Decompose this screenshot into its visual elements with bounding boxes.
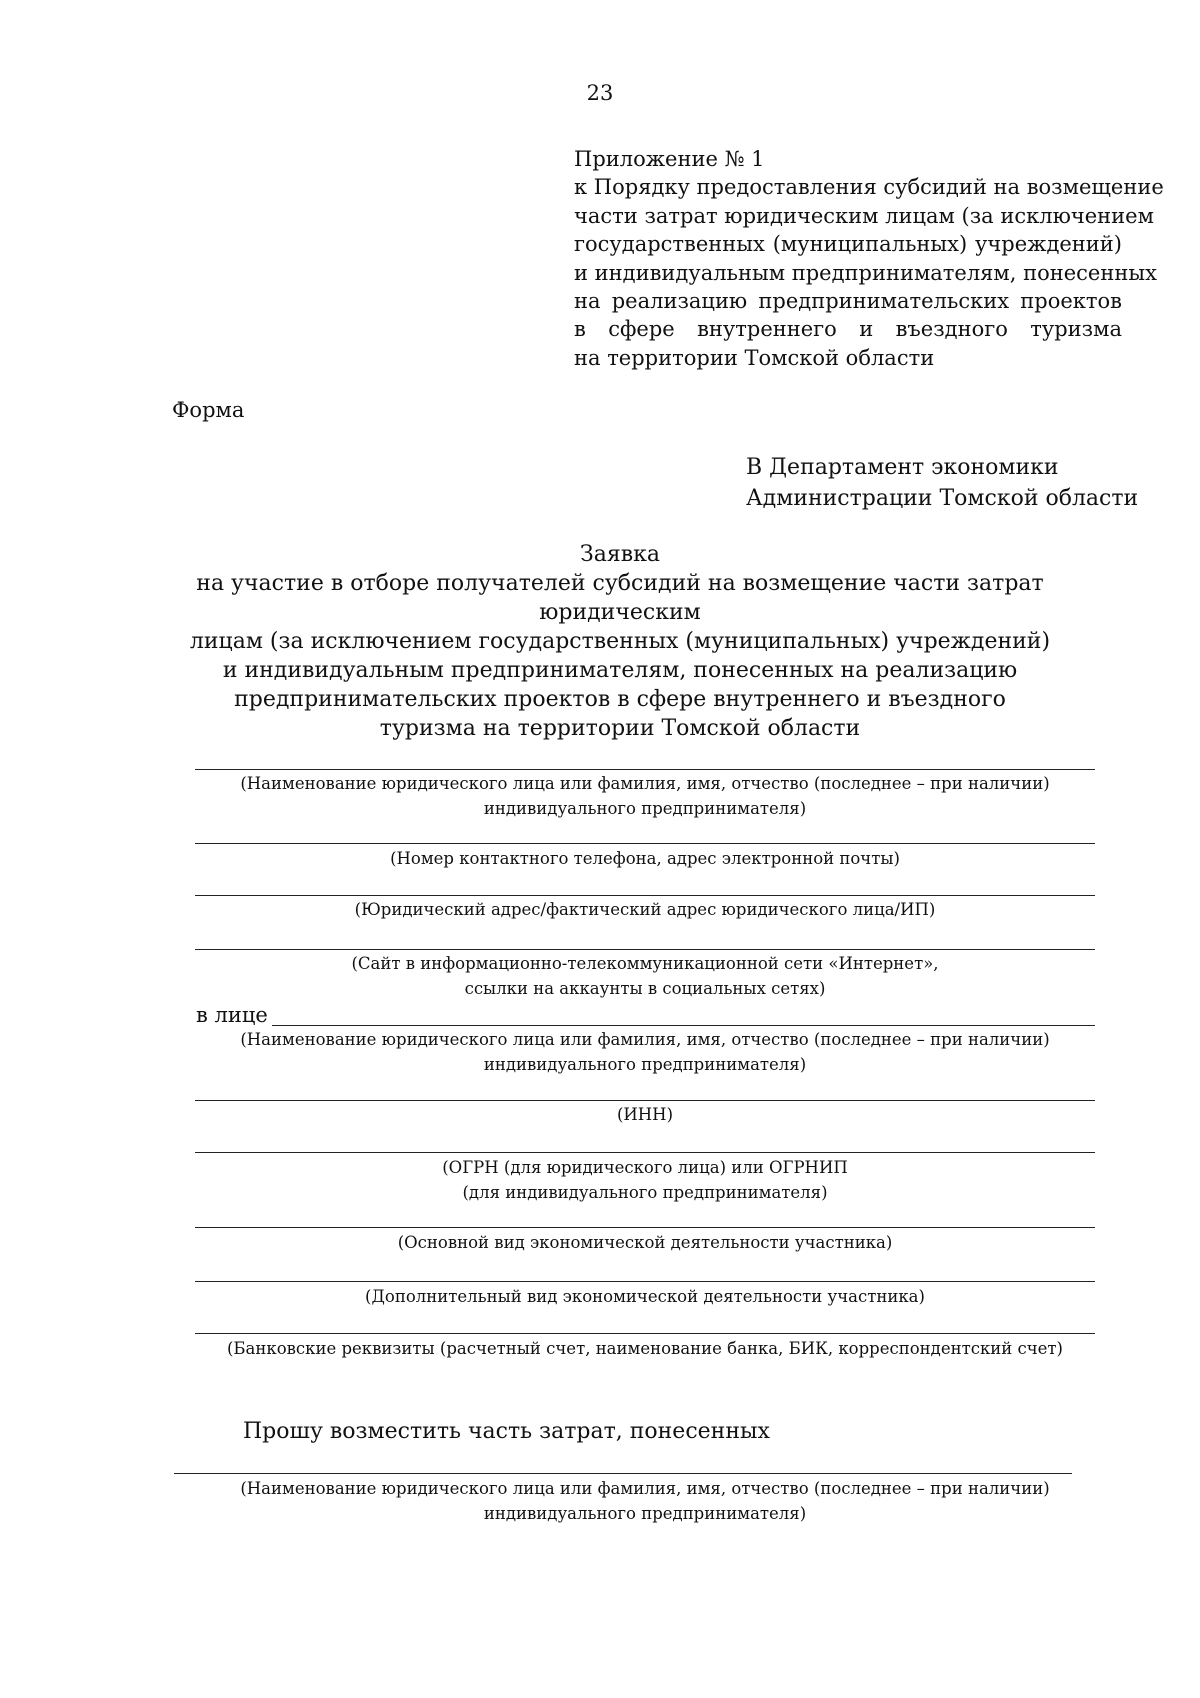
addressee-block	[746, 452, 1138, 514]
main-activity-field[interactable]	[195, 1227, 1095, 1228]
request-name-caption: (Наименование юридического лица или фамилия, имя, отчество (последнее – при наличии) индивидуального предпринимателя)	[240, 1479, 1050, 1523]
website-field[interactable]	[195, 949, 1095, 950]
title-line: туризма на территории Томской области	[379, 716, 861, 741]
bank-details-caption: (Банковские реквизиты (расчетный счет, наименование банка, БИК, корреспондентский счет)	[226, 1339, 1063, 1358]
title-line: лицам (за исключением государственных (муниципальных) учреждений)	[189, 629, 1051, 654]
appendix-line: к Порядку предоставления субсидий на возмещение	[574, 175, 1164, 200]
addressee-line: Администрации Томской области	[746, 486, 1139, 511]
main-activity-caption: (Основной вид экономической деятельности участника)	[397, 1233, 893, 1252]
form-label: Форма	[172, 398, 245, 422]
ogrn-caption: (ОГРН (для юридического лица) или ОГРНИП (для индивидуального предпринимателя)	[442, 1158, 848, 1202]
address-field[interactable]	[195, 895, 1095, 896]
appendix-line: Приложение № 1	[574, 147, 765, 171]
appendix-heading	[574, 145, 1164, 372]
appendix-line: и индивидуальным предпринимателям, понесенных	[574, 260, 1157, 285]
inn-caption: (ИНН)	[616, 1105, 674, 1124]
address-caption: (Юридический адрес/фактический адрес юридического лица/ИП)	[354, 900, 936, 919]
website-caption: (Сайт в информационно-телекоммуникационной сети «Интернет», ссылки на аккаунты в социальных сетях)	[351, 954, 939, 998]
document-title	[140, 540, 1100, 743]
title-line: и индивидуальным предпринимателям, понесенных на реализацию	[222, 658, 1018, 683]
addressee-line: В Департамент экономики	[746, 455, 1059, 480]
additional-activity-field[interactable]	[195, 1281, 1095, 1282]
appendix-line: части затрат юридическим лицам (за исключением	[574, 203, 1154, 228]
in-person-label: в лице	[196, 1003, 268, 1027]
appendix-line: на территории Томской области	[574, 345, 935, 370]
applicant-name-field[interactable]	[195, 769, 1095, 770]
request-name-field[interactable]	[174, 1473, 1072, 1474]
additional-activity-caption: (Дополнительный вид экономической деятельности участника)	[365, 1287, 925, 1306]
contacts-caption: (Номер контактного телефона, адрес электронной почты)	[390, 849, 900, 868]
ogrn-field[interactable]	[195, 1152, 1095, 1153]
bank-details-field[interactable]	[195, 1333, 1095, 1334]
contacts-field[interactable]	[195, 843, 1095, 844]
title-heading: Заявка	[580, 542, 660, 567]
appendix-line: государственных (муниципальных) учреждений)	[574, 232, 1122, 257]
request-text: Прошу возместить часть затрат, понесенных	[243, 1419, 770, 1444]
applicant-name-caption: (Наименование юридического лица или фамилия, имя, отчество (последнее – при наличии) индивидуального предпринимателя)	[240, 774, 1050, 818]
title-line: на участие в отборе получателей субсидий на возмещение части затрат юридическим	[196, 571, 1044, 625]
inn-field[interactable]	[195, 1100, 1095, 1101]
representative-field[interactable]	[272, 1025, 1095, 1026]
appendix-line: в сфере внутреннего и въездного туризма	[574, 317, 1122, 342]
representative-caption: (Наименование юридического лица или фамилия, имя, отчество (последнее – при наличии) индивидуального предпринимателя)	[240, 1030, 1050, 1074]
title-line: предпринимательских проектов в сфере внутреннего и въездного	[234, 687, 1006, 712]
appendix-line: на реализацию предпринимательских проектов	[574, 289, 1122, 314]
page-number: 23	[586, 81, 614, 105]
